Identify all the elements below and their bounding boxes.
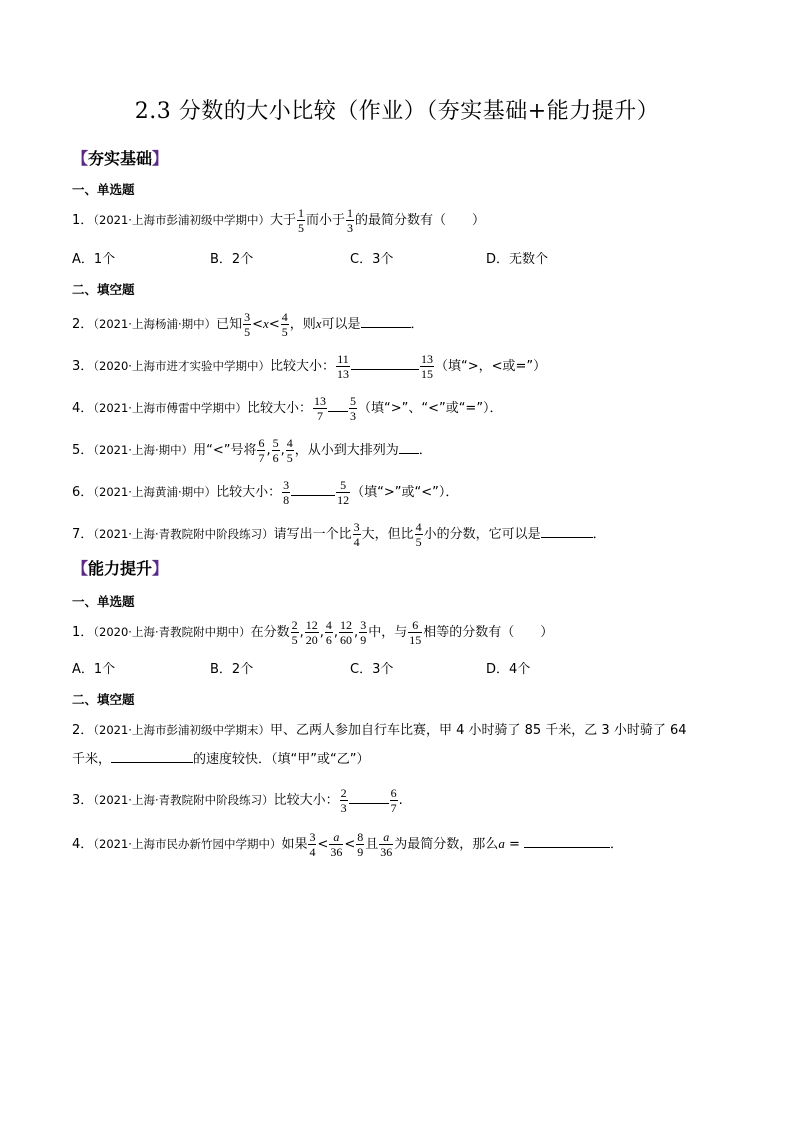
- text: 8: [357, 830, 364, 844]
- text: （2021·上海杨浦·期中）: [93, 317, 217, 331]
- text: 15: [409, 633, 422, 647]
- text: 5: [349, 394, 356, 408]
- text: 6: [408, 618, 422, 633]
- text: 1: [346, 206, 353, 220]
- text: a: [498, 836, 505, 851]
- text: 5: [286, 451, 293, 465]
- text: 9: [360, 633, 367, 647]
- text: 而小于: [305, 213, 345, 228]
- question-2-3: [72, 786, 403, 815]
- text: 2．: [72, 317, 94, 332]
- text: ．: [410, 317, 424, 332]
- text: 60: [340, 633, 353, 647]
- text: （2021·上海·青教院附中阶段练习）: [93, 793, 274, 807]
- text: 6: [272, 451, 279, 465]
- text: 5: [291, 633, 298, 647]
- text: 3: [340, 801, 347, 815]
- answer-blank: [361, 326, 411, 328]
- text: 能力提升: [88, 559, 153, 578]
- text: 6: [258, 436, 265, 450]
- text: <: [344, 837, 356, 852]
- text: （2021·上海·期中）: [93, 443, 194, 457]
- answer-blank: [351, 368, 419, 370]
- answer-blank: [399, 452, 419, 454]
- answer-blank: [349, 802, 389, 804]
- bracket-right: 】: [152, 149, 169, 168]
- text: 4: [286, 436, 293, 450]
- fraction: [339, 618, 353, 647]
- text: =: [504, 837, 524, 852]
- fraction: [336, 478, 350, 507]
- text: 为最简分数，那么: [394, 837, 499, 852]
- text: 甲、乙两人参加自行车比赛，甲 4 小时骑了 85 千米，乙 3 小时骑了 64: [269, 723, 687, 738]
- text: 2: [291, 618, 298, 632]
- text: 千米，: [72, 752, 112, 767]
- fraction: [308, 830, 316, 859]
- fill-title-2: 二、填空题: [72, 692, 135, 707]
- fraction: [243, 310, 251, 339]
- answer-blank: [111, 761, 193, 763]
- section-heading-advanced: [72, 556, 168, 579]
- text: 相等的分数有（ ）: [423, 625, 554, 640]
- text: （2021·上海市彭浦初级中学期末）: [93, 723, 270, 737]
- option-c: C．3个: [350, 252, 394, 267]
- text: 11: [337, 352, 349, 366]
- text: 小的分数，它可以是: [423, 527, 541, 542]
- text: 6: [325, 633, 332, 647]
- text: 【: [72, 559, 89, 578]
- answer-blank: [541, 536, 593, 538]
- text: 12: [337, 493, 350, 507]
- option-d: D．无数个: [486, 252, 549, 267]
- text: <: [252, 317, 264, 332]
- text: 的速度较快．（填“甲”或“乙”）: [193, 752, 370, 767]
- text: 可以是: [321, 317, 361, 332]
- page-title: 2.3 分数的大小比较（作业）（夯实基础+能力提升）: [134, 99, 660, 124]
- fraction: [340, 786, 348, 815]
- fraction: [346, 206, 354, 235]
- bracket-left: 【: [72, 149, 89, 168]
- question-1-7: [72, 520, 606, 549]
- question-2-2: [72, 720, 687, 741]
- text: （填“>”或“<”）．: [351, 485, 459, 500]
- text: 5．: [72, 443, 94, 458]
- text: 9: [357, 845, 364, 859]
- text: 7．: [72, 527, 94, 542]
- text: x: [315, 316, 322, 331]
- fraction: [329, 830, 343, 859]
- text: 如果: [281, 837, 308, 852]
- fraction: [336, 352, 350, 381]
- text: 3: [349, 409, 356, 423]
- fraction: [379, 830, 393, 859]
- question-1-4: [72, 394, 503, 423]
- question-1-6: [72, 478, 458, 507]
- text: 12: [305, 618, 318, 632]
- fraction: [291, 618, 299, 647]
- text: 在分数: [250, 625, 290, 640]
- text: ,: [266, 443, 271, 458]
- text: 7: [258, 451, 265, 465]
- text: 3: [283, 478, 290, 492]
- text: a: [329, 830, 343, 845]
- text: 用“<”号将: [193, 443, 257, 458]
- text: 比较大小：: [273, 793, 339, 808]
- fraction: [359, 618, 367, 647]
- text: 4: [309, 845, 316, 859]
- text: 36: [330, 845, 343, 859]
- text: （填“>，<或=”）: [434, 359, 547, 374]
- answer-blank: [328, 410, 348, 412]
- text: 2．: [72, 723, 94, 738]
- option-c: C．3个: [350, 662, 394, 677]
- question-1-2: [72, 310, 424, 339]
- text: 请写出一个比: [273, 527, 352, 542]
- text: （2021·上海市民办新竹园中学期中）: [93, 837, 282, 851]
- text: x: [263, 316, 269, 331]
- option-d: D．4个: [486, 662, 531, 677]
- mc-title-1: 一、单选题: [72, 182, 135, 197]
- text: 5: [281, 325, 288, 339]
- text: 3．: [72, 793, 94, 808]
- text: .: [398, 793, 403, 808]
- fraction: [415, 520, 423, 549]
- text: ．: [592, 527, 606, 542]
- text: 比较大小：: [269, 359, 335, 374]
- fraction: [282, 478, 290, 507]
- text: 3: [360, 618, 367, 632]
- text: 6: [390, 786, 397, 800]
- fraction: [272, 436, 280, 465]
- fraction: [257, 436, 265, 465]
- text: 的最简分数有（ ）: [354, 213, 485, 228]
- question-2-1: 1．（2020·上海·青教院附中期中）在分数 $\frac{2}{5}$ , $\frac{12}{20}$ , $\frac{4}{6}$ , $\frac{12}{60}$ , $\frac{3}{9}$ 中，与 $\frac{6}{15}$ 相等的分数有（ ）: [72, 618, 554, 647]
- text: 12: [340, 618, 353, 632]
- fraction: [325, 618, 333, 647]
- text: 7: [390, 801, 397, 815]
- text: <: [268, 317, 280, 332]
- text: <: [317, 837, 329, 852]
- text: （2021·上海市傅雷中学期中）: [93, 401, 247, 415]
- text: 4: [415, 520, 422, 534]
- text: 5: [415, 535, 422, 549]
- text: 8: [283, 493, 290, 507]
- text: ．: [418, 443, 432, 458]
- text: 3: [353, 520, 360, 534]
- text: 5: [336, 478, 350, 493]
- fraction: [286, 436, 294, 465]
- text: 大于: [269, 213, 296, 228]
- fraction: [305, 618, 319, 647]
- text: （2020·上海·青教院附中期中）: [93, 625, 251, 639]
- question-2-2-line2: [72, 750, 369, 770]
- section-heading-basics: [72, 146, 168, 169]
- option-a: A．1个: [72, 662, 116, 677]
- text: 5: [244, 325, 251, 339]
- text: 1．: [72, 625, 94, 640]
- text: （2020·上海市进才实验中学期中）: [93, 359, 270, 373]
- fraction: [408, 618, 422, 647]
- text: ，则: [289, 317, 316, 332]
- text: 6．: [72, 485, 94, 500]
- text: 2: [340, 786, 347, 800]
- text: 3．: [72, 359, 94, 374]
- text: 大，但比: [361, 527, 414, 542]
- text: ，从小到大排列为: [294, 443, 399, 458]
- option-b: B．2个: [210, 252, 254, 267]
- fraction: [349, 394, 357, 423]
- text: 且: [365, 837, 379, 852]
- text: 1: [297, 206, 304, 220]
- text: （填“>”、“<”或“=”）．: [357, 401, 503, 416]
- text: a: [379, 830, 393, 845]
- question-1-3: [72, 352, 546, 381]
- text: 5: [272, 436, 279, 450]
- text: 36: [380, 845, 393, 859]
- text: 比较大小：: [216, 485, 282, 500]
- fraction: [353, 520, 361, 549]
- option-b: B．2个: [210, 662, 254, 677]
- text: 20: [305, 633, 318, 647]
- text: 7: [316, 409, 323, 423]
- text: 15: [420, 367, 433, 381]
- text: 4．: [72, 401, 94, 416]
- text: （2021·上海市彭浦初级中学期中）: [93, 213, 270, 227]
- fraction: [313, 394, 327, 423]
- question-2-4: [72, 830, 623, 859]
- text: 中，与: [368, 625, 408, 640]
- fraction: [297, 206, 305, 235]
- fraction: [420, 352, 434, 381]
- option-a: A．1个: [72, 252, 116, 267]
- fraction: [390, 786, 398, 815]
- fraction: [281, 310, 289, 339]
- text: 】: [152, 559, 169, 578]
- text: 4: [353, 535, 360, 549]
- text: 4: [325, 618, 332, 632]
- text: （2021·上海黄浦·期中）: [93, 485, 217, 499]
- answer-blank: [524, 846, 610, 848]
- text: 1．: [72, 213, 94, 228]
- text: （2021·上海·青教院附中阶段练习）: [93, 527, 274, 541]
- text: ,: [280, 443, 285, 458]
- text: ．: [609, 837, 623, 852]
- text: 已知: [216, 317, 243, 332]
- text: 13: [420, 352, 433, 366]
- text: 13: [336, 367, 349, 381]
- answer-blank: [291, 494, 335, 496]
- text: 4: [281, 310, 288, 324]
- text: 3: [346, 221, 353, 235]
- text: 3: [244, 310, 251, 324]
- section-heading-text: 夯实基础: [88, 149, 153, 168]
- text: 4．: [72, 837, 94, 852]
- text: 3: [309, 830, 316, 844]
- mc-title-2: 一、单选题: [72, 594, 135, 609]
- fill-title-1: 二、填空题: [72, 282, 135, 297]
- text: 13: [313, 394, 326, 408]
- question-1-5: [72, 436, 432, 465]
- text: 5: [297, 221, 304, 235]
- fraction: [356, 830, 364, 859]
- question-1-1: [72, 206, 485, 235]
- text: 比较大小：: [246, 401, 312, 416]
